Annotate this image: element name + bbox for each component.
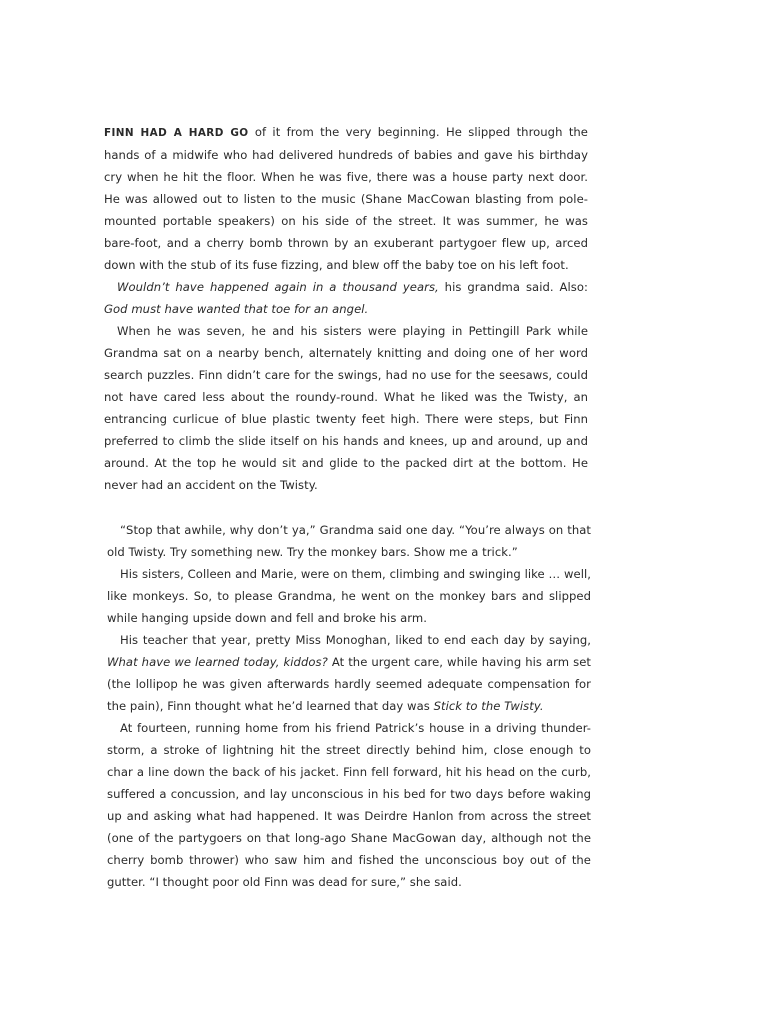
paragraph-teacher <box>107 629 591 717</box>
italic-text: God must have wanted that toe for an angel. <box>104 302 369 316</box>
lead-in-smallcaps: FINN HAD A HARD GO <box>104 127 249 139</box>
italic-text: Stick to the Twisty. <box>433 699 544 713</box>
paragraph-text: At the urgent care, while having his arm set (the lollipop he was given afterwards hardly seemed adequate compensation for the pain), Finn thought what he’d learned that day was <box>107 655 591 713</box>
text-block-bottom <box>107 519 591 893</box>
paragraph-grandma-quote <box>104 276 588 320</box>
paragraph-lightning: At fourteen, running home from his friend Patrick’s house in a driving thunder-storm, a stroke of lightning hit the street directly behind him, close enough to char a line down the back of his jacket. Finn fell forward, hit his head on the curb, suffered a concussion, and lay unconscious in his bed for two days before waking up and asking what had happened. It was Deirdre Hanlon from across the street (one of the partygoers on that long-ago Shane MacGowan day, although not the cherry bomb thrower) who saw him and fished the unconscious boy out of the gutter. “I thought poor old Finn was dead for sure,” she said. <box>107 721 591 889</box>
paragraph-text: of it from the very beginning. He slipped through the hands of a midwife who had delivered hundreds of babies and gave his birthday cry when he hit the floor. When he was five, there was a house party next door. He was allowed out to listen to the music (Shane MacCowan blasting from pole-mounted portable speakers) on his side of the street. It was summer, he was bare-foot, and a cherry bomb thrown by an exuberant partygoer flew up, arced down with the stub of its fuse fizzing, and blew off the baby toe on his left foot. <box>104 125 588 272</box>
paragraph-monkey-bars: His sisters, Colleen and Marie, were on them, climbing and swinging like … well, like monkeys. So, to please Grandma, he went on the monkey bars and slipped while hanging upside down and fell and broke his arm. <box>107 567 591 625</box>
paragraph-text: his grandma said. Also: <box>438 280 588 294</box>
italic-text: What have we learned today, kiddos? <box>107 655 328 669</box>
paragraph-opening <box>104 121 588 276</box>
italic-text: Wouldn’t have happened again in a thousand years, <box>117 280 439 294</box>
paragraph-text: His teacher that year, pretty Miss Monoghan, liked to end each day by saying, <box>120 633 591 647</box>
paragraph-stop-that: “Stop that awhile, why don’t ya,” Grandma said one day. “You’re always on that old Twisty. Try something new. Try the monkey bars. Show me a trick.” <box>107 523 591 559</box>
text-block-top <box>104 121 588 496</box>
paragraph-twisty: When he was seven, he and his sisters were playing in Pettingill Park while Grandma sat on a nearby bench, alternately knitting and doing one of her word search puzzles. Finn didn’t care for the swings, had no use for the seesaws, could not have cared less about the roundy-round. What he liked was the Twisty, an entrancing curlicue of blue plastic twenty feet high. There were steps, but Finn preferred to climb the slide itself on his hands and knees, up and around, up and around. At the top he would sit and glide to the packed dirt at the bottom. He never had an accident on the Twisty. <box>104 324 588 492</box>
